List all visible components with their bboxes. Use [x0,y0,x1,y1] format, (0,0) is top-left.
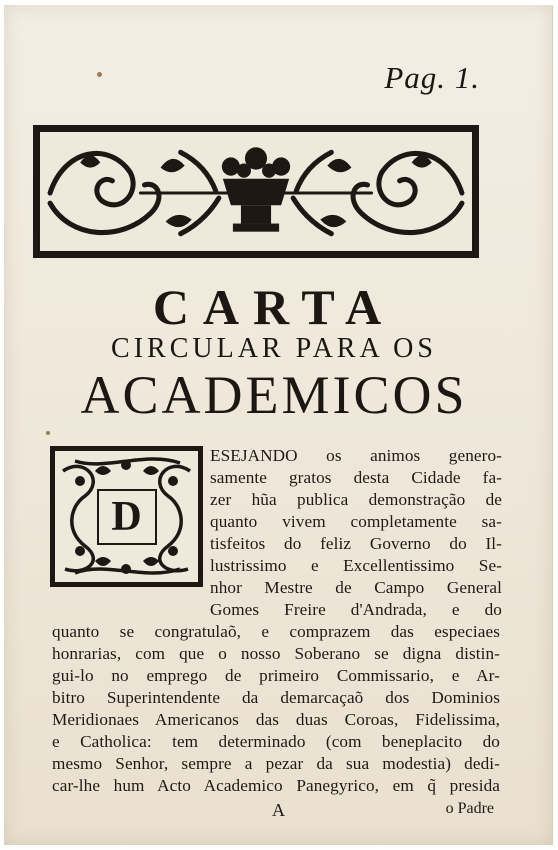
foliage-ornament-icon [40,132,472,251]
text-line: tisfeitos do feliz Governo do Il- [210,534,502,553]
signature-mark: A [272,800,285,820]
title-academicos: ACADEMICOS [80,365,468,425]
text-line: mesmo Senhor, sempre a pezar da sua modestia) dedi- [52,754,500,773]
text-line: samente gratos desta Cidade fa- [210,468,502,487]
text-line: car-lhe hum Acto Academico Panegyrico, em q̃ presida [52,776,500,795]
initial-letter: D [97,489,157,545]
text-line: gui-lo no emprego de primeiro Commissario, e Ar- [52,666,500,685]
text-line: Gomes Freire d'Andrada, e do [210,600,502,619]
text-line: lustrissimo e Excellentissimo Se- [210,556,502,575]
text-line: bitro Superintendente da demarcaçaõ dos Dominios [52,688,500,707]
catchword: o Padre [445,800,494,817]
text-line: Meridionaes Americanos das duas Coroas, Fidelissima, [52,710,500,729]
text-line: quanto vivem completamente sa- [210,512,502,531]
title-carta: CARTA [152,279,396,335]
text-line: nhor Mestre de Campo General [210,578,502,597]
page-number: Pag. 1. [384,60,480,95]
decorated-initial [50,446,203,587]
text-line: honrarias, com que o nosso Soberano se digna distin- [52,644,500,663]
text-line: zer hũa publica demonstração de [210,490,502,509]
text-line: ESEJANDO os animos genero- [210,446,502,465]
title-circular: CIRCULAR PARA OS [111,333,437,364]
ink-spot [46,431,50,435]
ink-spot [97,72,102,77]
ornamental-headpiece [33,125,479,258]
text-line: e Catholica: tem determinado (com beneplacito do [52,732,500,751]
text-line: quanto se congratulaõ, e comprazem das especiaes [52,622,500,641]
